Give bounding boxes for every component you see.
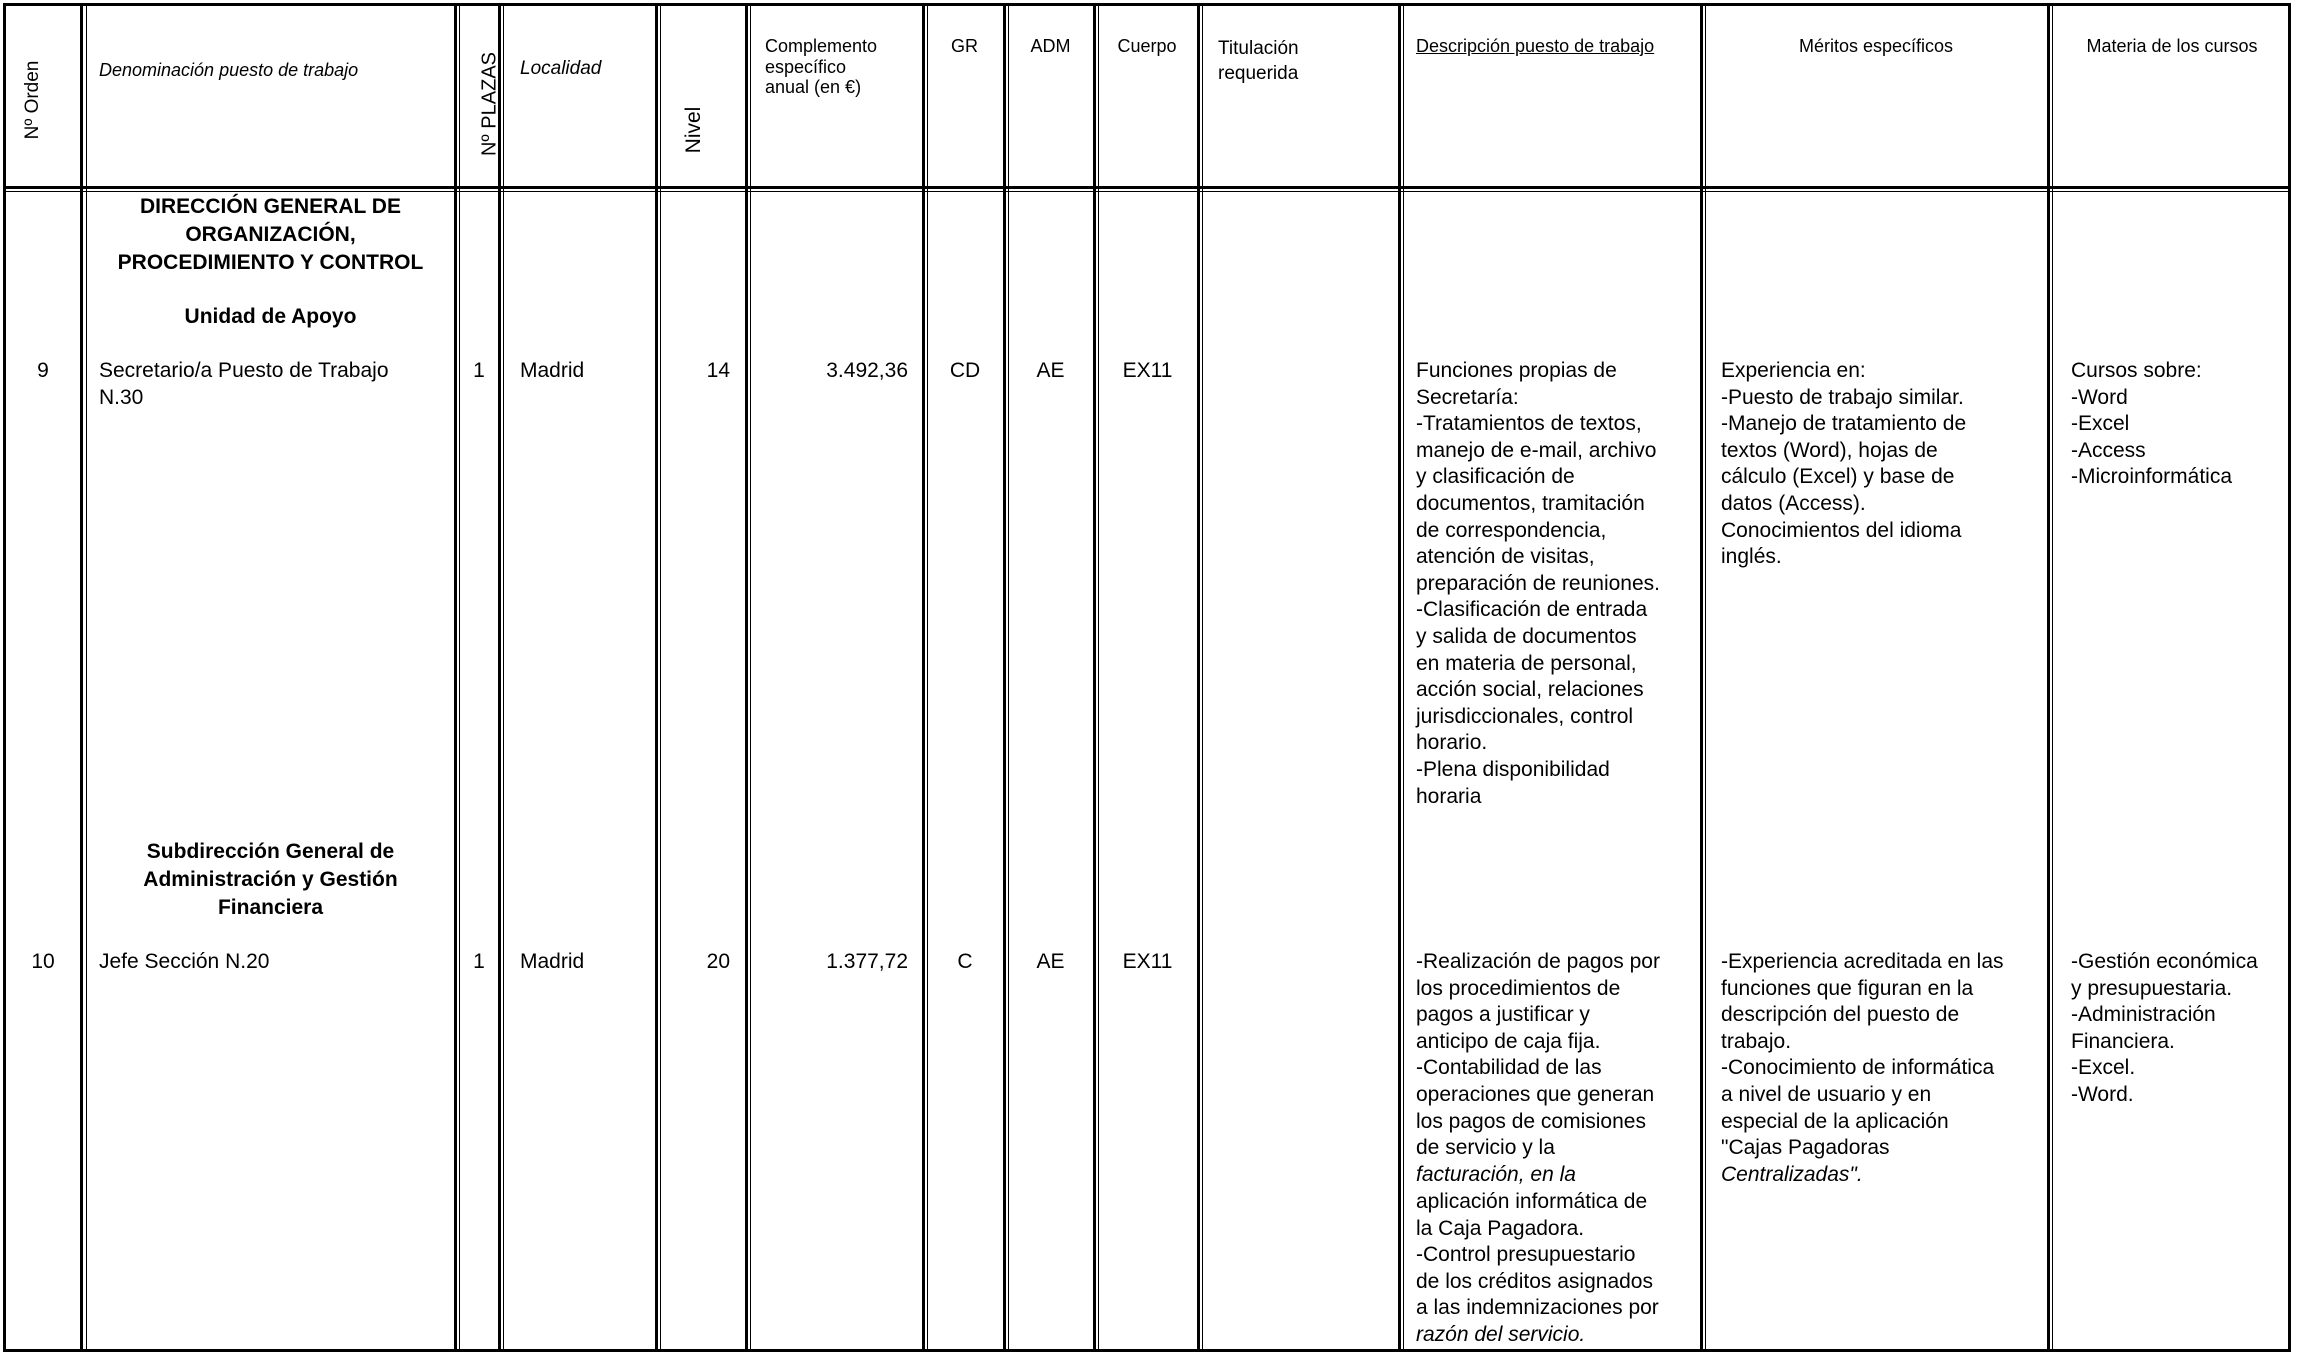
header-orden: Nº Orden	[22, 60, 43, 140]
table-row-cuerpo: EX11	[1122, 359, 1173, 382]
table-row-materia: -Gestión económica y presupuestaria. -Administración Financiera. -Excel. -Word.	[2071, 950, 2258, 1106]
column-divider	[80, 3, 83, 1352]
column-divider	[2047, 3, 2050, 1352]
table-row-plazas: 1	[473, 950, 485, 973]
column-divider	[498, 3, 501, 1352]
table-row-gr: C	[957, 950, 973, 973]
header-denominacion: Denominación puesto de trabajo	[99, 60, 359, 80]
column-divider	[1093, 3, 1096, 1352]
header-materia: Materia de los cursos	[2086, 36, 2258, 56]
table-row-adm: AE	[1036, 950, 1065, 973]
header-titulacion: Titulación requerida	[1218, 38, 1299, 84]
column-divider-inner	[1202, 3, 1203, 1352]
column-divider-inner	[1008, 3, 1009, 1352]
column-divider	[745, 3, 748, 1352]
table-row-orden: 9	[37, 359, 49, 382]
table-row-gr: CD	[949, 359, 981, 382]
column-divider-inner	[459, 3, 460, 1352]
section-unidad-apoyo: Unidad de Apoyo	[184, 305, 357, 328]
header-plazas: Nº PLAZAS	[478, 51, 501, 157]
table-row-descripcion-italic: facturación, en la	[1416, 1163, 1576, 1186]
column-divider-inner	[1403, 3, 1404, 1352]
table-row-descripcion-italic: razón del servicio.	[1416, 1323, 1586, 1346]
table-row-meritos: Experiencia en: -Puesto de trabajo similar. -Manejo de tratamiento de textos (Word), hojas de cálculo (Excel) y base de datos (Access). Conocimientos del idioma inglés.	[1721, 359, 1967, 569]
column-divider	[922, 3, 925, 1352]
table-row-complemento: 1.377,72	[826, 950, 908, 973]
column-divider-inner	[927, 3, 928, 1352]
table-row-nivel: 14	[706, 359, 730, 382]
header-gr: GR	[951, 36, 978, 56]
column-divider	[1003, 3, 1006, 1352]
column-divider	[1700, 3, 1703, 1352]
table-row-denominacion: Secretario/a Puesto de Trabajo N.30	[99, 359, 389, 409]
table-row-denominacion: Jefe Sección N.20	[99, 950, 270, 973]
column-divider-inner	[660, 3, 661, 1352]
column-divider-inner	[1705, 3, 1706, 1352]
table-row-orden: 10	[31, 950, 55, 973]
table-row-adm: AE	[1036, 359, 1065, 382]
table-row-materia: Cursos sobre: -Word -Excel -Access -Microinformática	[2071, 359, 2233, 489]
header-divider-inner	[3, 191, 2291, 192]
column-divider	[1398, 3, 1401, 1352]
table-row-descripcion: -Realización de pagos por los procedimientos de pagos a justificar y anticipo de caja fija. -Contabilidad de las operaciones que generan los pagos de comisiones de servicio y la	[1416, 950, 1660, 1160]
header-descripcion: Descripción puesto de trabajo	[1416, 36, 1655, 56]
header-nivel: Nivel	[682, 106, 705, 154]
table-row-descripcion: Funciones propias de Secretaría: -Tratamientos de textos, manejo de e-mail, archivo y clasificación de documentos, tramitación de correspondencia, atención de visitas, preparación de reuniones. -Clasificación de entrada y salida de documentos en materia de personal, acción social, relaciones jurisdiccionales, control horario. -Plena disponibilidad horaria	[1416, 359, 1661, 808]
table-row-nivel: 20	[706, 950, 730, 973]
header-divider	[3, 186, 2291, 189]
header-adm: ADM	[1030, 36, 1071, 56]
header-meritos: Méritos específicos	[1798, 36, 1954, 56]
table-row-localidad: Madrid	[520, 950, 585, 973]
column-divider	[454, 3, 457, 1352]
header-complemento: Complemento específico anual (en €)	[765, 36, 878, 97]
table-row-descripcion-cont: aplicación informática de la Caja Pagadora. -Control presupuestario de los créditos asignados a las indemnizaciones por	[1416, 1190, 1659, 1320]
section-subdireccion: Subdirección General de Administración y Gestión Financiera	[143, 840, 398, 919]
table-row-meritos-italic: Centralizadas".	[1721, 1163, 1863, 1186]
column-divider-inner	[2052, 3, 2053, 1352]
table-row-meritos: -Experiencia acreditada en las funciones que figuran en la descripción del puesto de trabajo. -Conocimiento de informática a nivel de usuario y en especial de la aplicación "Cajas Pagadoras	[1721, 950, 2004, 1160]
column-divider-inner	[1098, 3, 1099, 1352]
column-divider	[1197, 3, 1200, 1352]
column-divider-inner	[750, 3, 751, 1352]
header-localidad: Localidad	[520, 58, 602, 79]
section-direccion-general: DIRECCIÓN GENERAL DE ORGANIZACIÓN, PROCEDIMIENTO Y CONTROL	[117, 195, 424, 274]
table-row-plazas: 1	[473, 359, 485, 382]
column-divider-inner	[503, 3, 504, 1352]
table-row-cuerpo: EX11	[1122, 950, 1173, 973]
table-row-complemento: 3.492,36	[826, 359, 908, 382]
table-row-localidad: Madrid	[520, 359, 585, 382]
column-divider	[655, 3, 658, 1352]
header-cuerpo: Cuerpo	[1117, 36, 1177, 56]
